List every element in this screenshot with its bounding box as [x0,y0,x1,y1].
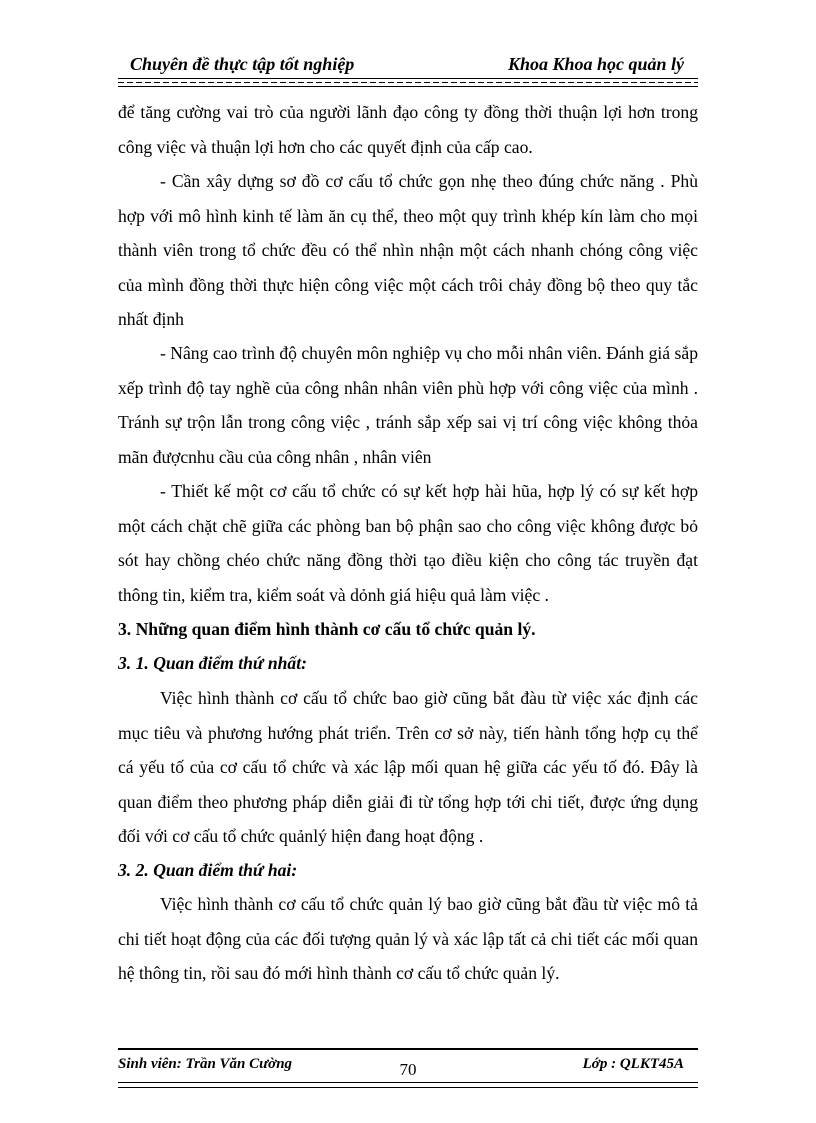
header-title-right: Khoa Khoa học quản lý [507,54,684,74]
header-rule [118,78,698,87]
paragraph-6: Việc hình thành cơ cấu tổ chức quản lý bao giờ cũng bắt đầu từ việc mô tả chi tiết hoạt động của các đối tượng quản lý và xác lập tất cả chi tiết các mối quan hệ thông tin, rồi sau đó mới hình thành cơ cấu tổ chức quản lý. [118,894,698,983]
paragraph-1: để tăng cường vai trò của người lãnh đạo công ty đồng thời thuận lợi hơn trong công việc và thuận lợi hơn cho các quyết định của cấp cao. [118,102,698,157]
section-heading-3-1: 3. 1. Quan điểm thứ nhất: [118,653,307,673]
paragraph-3: - Nâng cao trình độ chuyên môn nghiệp vụ cho mỗi nhân viên. Đánh giá sắp xếp trình độ tay nghề của công nhân nhân viên phù hợp với công việc của mình . Tránh sự trộn lẫn trong công việc , tránh sắp xếp sai vị trí công việc không thỏa mãn đượcnhu cầu của công nhân , nhân viên [118,343,698,467]
footer-page-number: 70 [399,1060,417,1079]
footer-student: Sinh viên: Trần Văn Cường [118,1056,293,1072]
page-header [118,50,698,90]
section-heading-3: 3. Những quan điểm hình thành cơ cấu tổ chức quản lý. [118,619,536,639]
header-title-left: Chuyên đề thực tập tốt nghiệp [130,54,355,74]
paragraph-2: - Cần xây dựng sơ đồ cơ cấu tổ chức gọn nhẹ theo đúng chức năng . Phù hợp với mô hình kinh tế làm ăn cụ thể, theo một quy trình khép kín làm cho mọi thành viên trong tổ chức đều có thể nhìn nhận một cách nhanh chóng công việc của mình đồng thời thực hiện công việc một cách trôi chảy đồng bộ theo quy tắc nhất định [118,171,698,329]
paragraph-4: - Thiết kế một cơ cấu tổ chức có sự kết hợp hài hũa, hợp lý có sự kết hợp một cách chặt chẽ giữa các phòng ban bộ phận sao cho công việc không được bỏ sót hay chồng chéo chức năng đồng thời tạo điều kiện cho công tác truyền đạt thông tin, kiểm tra, kiểm soát và dỏnh giá hiệu quả làm việc . [118,481,698,605]
paragraph-5: Việc hình thành cơ cấu tổ chức bao giờ cũng bắt đàu từ việc xác định các mục tiêu và phương hướng phát triển. Trên cơ sở này, tiến hành tổng hợp cụ thể cá yếu tố của cơ cấu tổ chức và xác lập mối quan hệ giữa các yếu tố đó. Đây là quan điểm theo phương pháp diễn giải đi từ tổng hợp tới chi tiết, được ứng dụng đối với cơ cấu tổ chức quảnlý hiện đang hoạt động . [118,688,698,846]
section-heading-3-2: 3. 2. Quan điểm thứ hai: [118,860,298,880]
footer-rule [118,1082,698,1088]
page-footer [118,1048,698,1090]
footer-class: Lớp : QLKT45A [582,1056,684,1072]
